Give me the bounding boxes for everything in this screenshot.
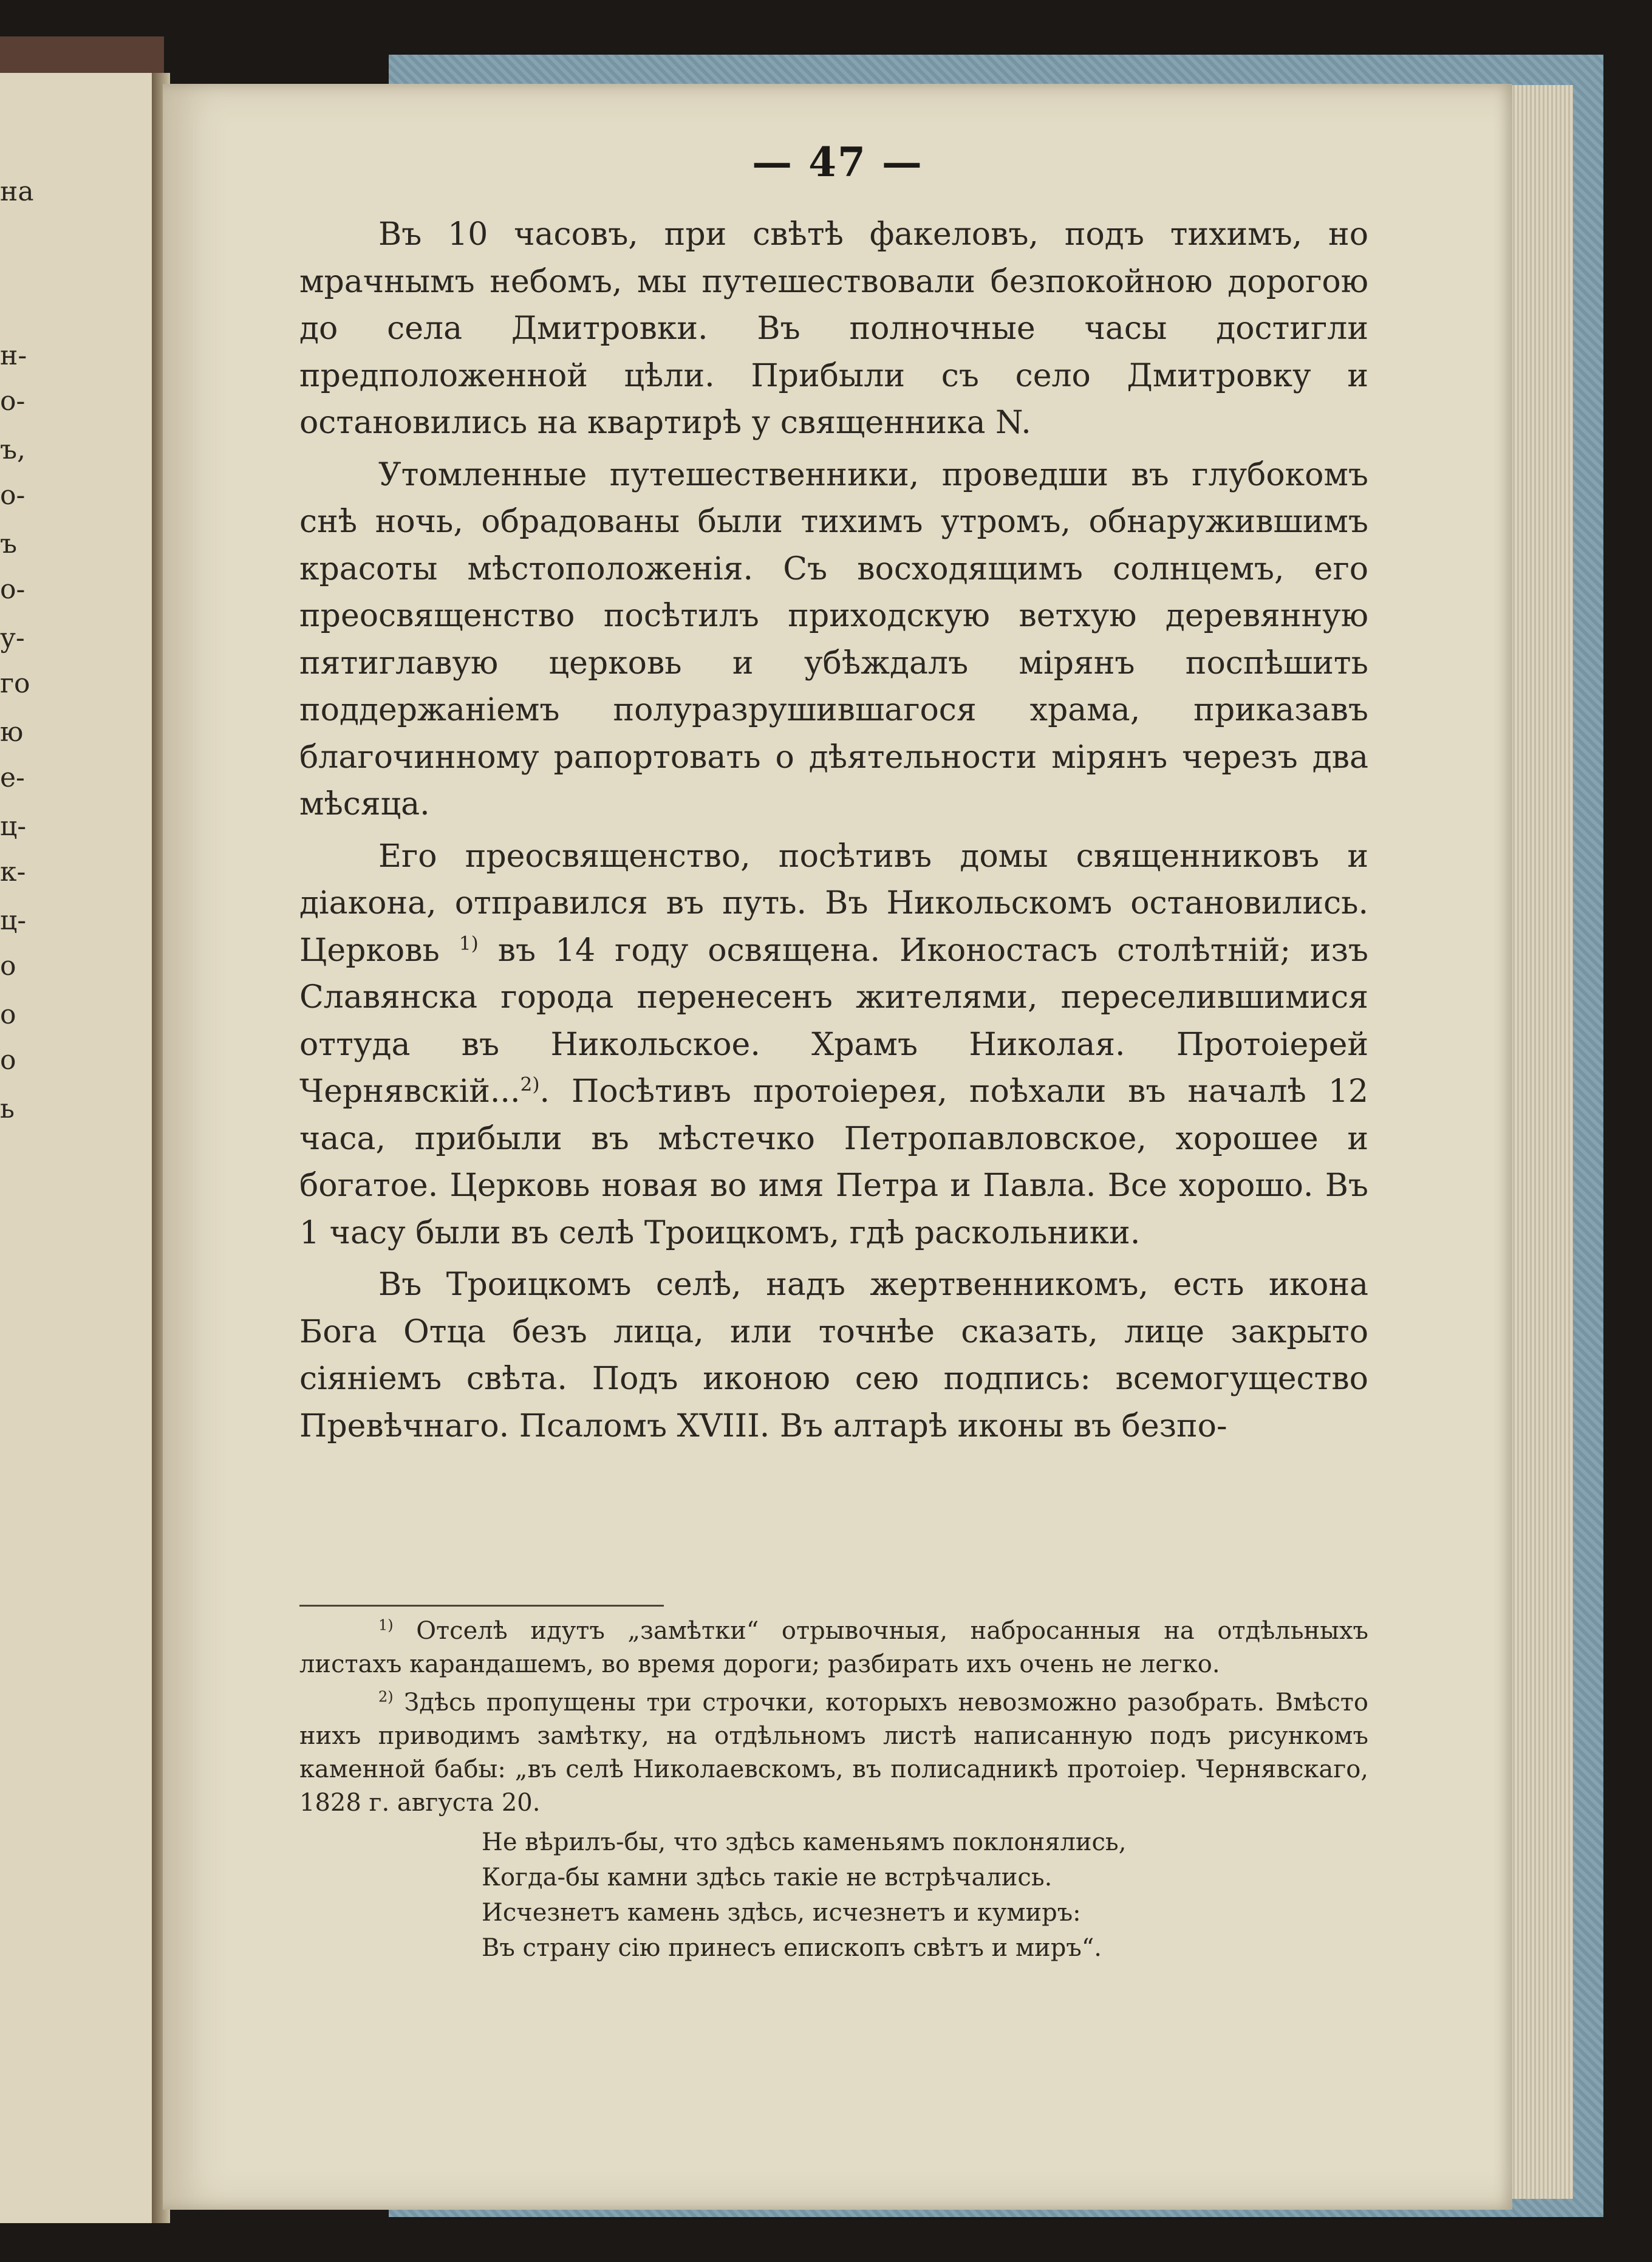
paragraph-3-part-1: Его преосвященство, посѣтивъ домы священниковъ и діакона, отправился въ путь. Въ Никольскомъ остановились. Церковь [299,838,1368,969]
left-page-fragment: о [0,999,16,1030]
left-page-fragment: о [0,951,16,982]
left-page-fragment: ь [0,1093,15,1124]
left-page-fragment: о- [0,386,26,417]
footnote-divider [299,1605,664,1607]
footnote-2-text: Здѣсь пропущены три строчки, которыхъ невозможно разобрать. Вмѣсто нихъ приводимъ замѣтку, на отдѣльномъ листѣ написанную подъ рисункомъ каменной бабы: „въ селѣ Николаевскомъ, въ полисадникѣ протоіер. Чернявскаго, 1828 г. августа 20. [299,1689,1368,1817]
left-page-fragment: о [0,1045,16,1076]
paragraph-2: Утомленные путешественники, проведши въ глубокомъ снѣ ночь, обрадованы были тихимъ утромъ, обнаружившимъ красоты мѣстоположенія. Съ восходящимъ солнцемъ, его преосвященство посѣтилъ приходскую ветхую деревянную пятиглавую церковь и убѣждалъ мірянъ поспѣшить поддержаніемъ полуразрушившагося храма, приказавъ благочинному рапортовать о дѣятельности мірянъ черезъ два мѣсяца. [299,456,1368,822]
footnote-1-mark: 1) [378,1616,394,1634]
footnote-1-text: Отселѣ идутъ „замѣтки“ отрывочныя, набросанныя на отдѣльныхъ листахъ карандашемъ, во время дороги; разбирать ихъ очень не легко. [299,1617,1368,1678]
left-page-fragment: го [0,668,30,699]
left-page-fragment: н- [0,340,27,371]
footnote-ref-2: 2) [520,1073,540,1096]
paragraph-1: Въ 10 часовъ, при свѣтѣ факеловъ, подъ тихимъ, но мрачнымъ небомъ, мы путешествовали безпокойною дорогою до села Дмитровки. Въ полночные часы достигли предположенной цѣли. Прибыли съ село Дмитровку и остановились на квартирѣ у священника N. [299,216,1368,441]
book-page [163,84,1512,2210]
left-page-fragment: е- [0,762,25,793]
paragraph-3 [299,833,1368,1257]
footnote-2 [299,1686,1368,1820]
left-page-fragment: на [0,176,34,207]
left-page-fragment: ъ [0,528,17,559]
left-page-fragment: у- [0,623,25,654]
verse-line: Когда-бы камни здѣсь такіе не встрѣчались. [482,1864,1053,1891]
left-page-fragment: ъ, [0,434,26,465]
left-page-fragment: о- [0,480,26,511]
left-page-fragment: ц- [0,811,27,842]
verse-line: Въ страну сію принесъ епископъ свѣтъ и миръ“. [482,1934,1102,1962]
paragraph-3-part-2: въ 14 году освящена. Иконостасъ столѣтній; изъ Славянска города перенесенъ жителями, переселившимися оттуда въ Никольское. Храмъ Николая. Протоіерей Чернявскій... [299,932,1369,1110]
left-page-fragment: о- [0,574,26,605]
main-text [299,211,1368,1450]
verse-line: Не вѣрилъ-бы, что здѣсь каменьямъ поклонялись, [482,1828,1127,1856]
footnote-ref-1: 1) [459,932,479,955]
left-page-fragment: ц- [0,905,27,936]
verse [299,1825,1368,1966]
footnote-2-mark: 2) [378,1688,394,1706]
footnote-1 [299,1614,1368,1681]
page-number: — 47 — [752,138,923,186]
paragraph-3-part-3: . Посѣтивъ протоіерея, поѣхали въ началѣ 12 часа, прибыли въ мѣстечко Петропавловское, хорошее и богатое. Церковь новая во имя Петра и Павла. Все хорошо. Въ 1 часу были въ селѣ Троицкомъ, гдѣ раскольники. [299,1073,1368,1251]
left-page-fragment: к- [0,856,26,887]
footnotes [299,1614,1368,1966]
paragraph-4: Въ Троицкомъ селѣ, надъ жертвенникомъ, есть икона Бога Отца безъ лица, или точнѣе сказать, лице закрыто сіяніемъ свѣта. Подъ иконою сею подпись: всемогущество Превѣчнаго. Псаломъ XVIII. Въ алтарѣ иконы въ безпо- [299,1266,1368,1444]
verse-line: Исчезнетъ камень здѣсь, исчезнетъ и кумиръ: [482,1899,1081,1927]
left-page [0,73,152,2223]
left-page-fragment: ю [0,717,24,748]
